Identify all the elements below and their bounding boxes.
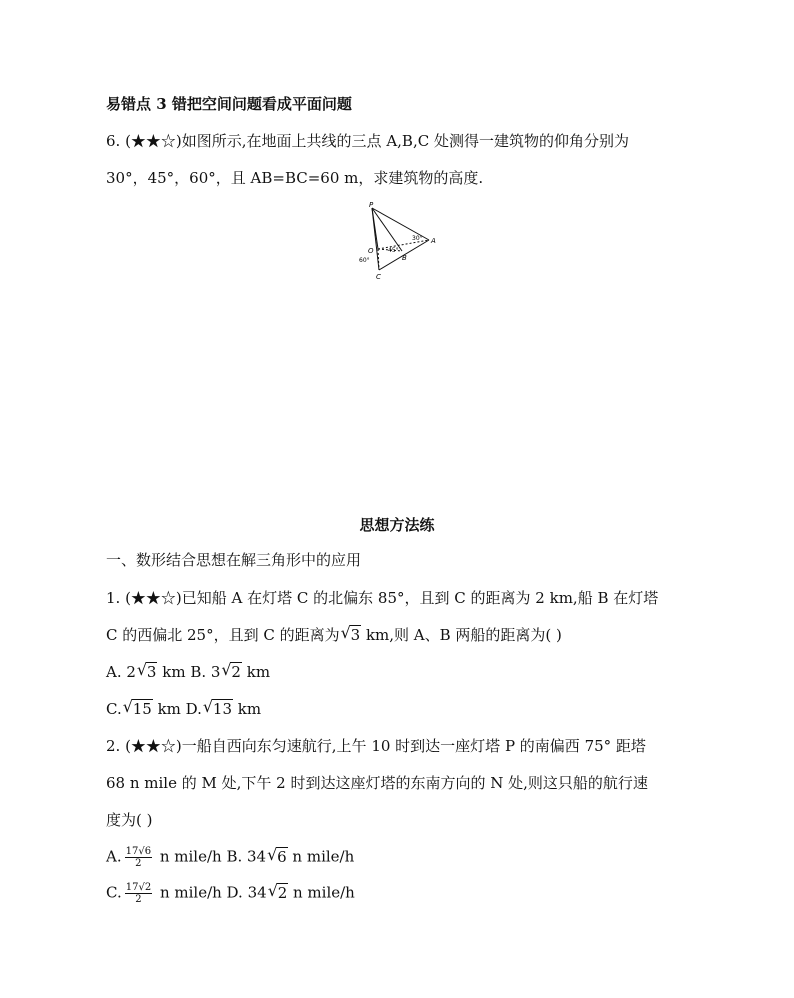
sqrt-13-d: √ 13 <box>202 697 233 718</box>
q2-options-ab: A. $\frac{17√6}{2}$ n mile/h B. 34 √ 6 n mile/h <box>106 844 355 869</box>
q1-options-ab: A. 2 √ 3 km B. 3 √ 2 km <box>106 660 271 681</box>
q1-line2-text: C 的西偏北 25°，且到 C 的距离为 <box>106 626 340 644</box>
q6-figure <box>355 198 440 284</box>
sqrt-3: √ 3 <box>340 623 361 644</box>
label-a: A <box>431 237 436 245</box>
fraction-c: $\frac{17√2}{2}$ <box>125 882 152 905</box>
q2-line2: 68 n mile 的 M 处,下午 2 时到达这座灯塔的东南方向的 N 处,则这只船的航行速 <box>106 774 648 792</box>
angle-60: 60° <box>359 257 370 264</box>
fraction-a: $\frac{17√6}{2}$ <box>125 846 152 869</box>
q1-line2-tail: km,则 A、B 两船的距离为( ) <box>361 626 562 644</box>
q1-options-cd: C. √ 15 km D. √ 13 km <box>106 697 262 718</box>
sqrt-2-d: √ 2 <box>267 880 288 902</box>
label-b: B <box>402 254 407 262</box>
q6-line1: 6. (★★☆)如图所示,在地面上共线的三点 A,B,C 处测得一建筑物的仰角分别为 <box>106 132 629 150</box>
sqrt-6-b: √ 6 <box>267 844 287 866</box>
label-c: C <box>376 273 381 281</box>
q6-line2: 30°，45°，60°，且 AB=BC=60 m，求建筑物的高度. <box>106 169 484 187</box>
q2-line3: 度为( ) <box>106 811 153 829</box>
q2-line1: 2. (★★☆)一船自西向东匀速航行,上午 10 时到达一座灯塔 P 的南偏西 75° 距塔 <box>106 737 646 755</box>
sqrt-3-a: √ 3 <box>136 660 157 681</box>
angle-45: 45° <box>388 247 399 254</box>
sqrt-15-c: √ 15 <box>122 697 152 718</box>
q1-line1: 1. (★★☆)已知船 A 在灯塔 C 的北偏东 85°，且到 C 的距离为 2 km,船 B 在灯塔 <box>106 589 659 607</box>
angle-30: 30° <box>412 235 423 242</box>
section-heading: 易错点 3 错把空间问题看成平面问题 <box>106 95 352 113</box>
sqrt-2-b: √ 2 <box>221 660 241 681</box>
q1-line2 <box>106 625 562 645</box>
label-o: O <box>368 247 374 255</box>
part1-title: 一、数形结合思想在解三角形中的应用 <box>106 551 362 569</box>
method-title: 思想方法练 <box>359 516 435 534</box>
q2-options-cd: C. $\frac{17√2}{2}$ n mile/h D. 34 √ 2 n mile/h <box>106 880 355 905</box>
label-p: P <box>369 201 374 209</box>
